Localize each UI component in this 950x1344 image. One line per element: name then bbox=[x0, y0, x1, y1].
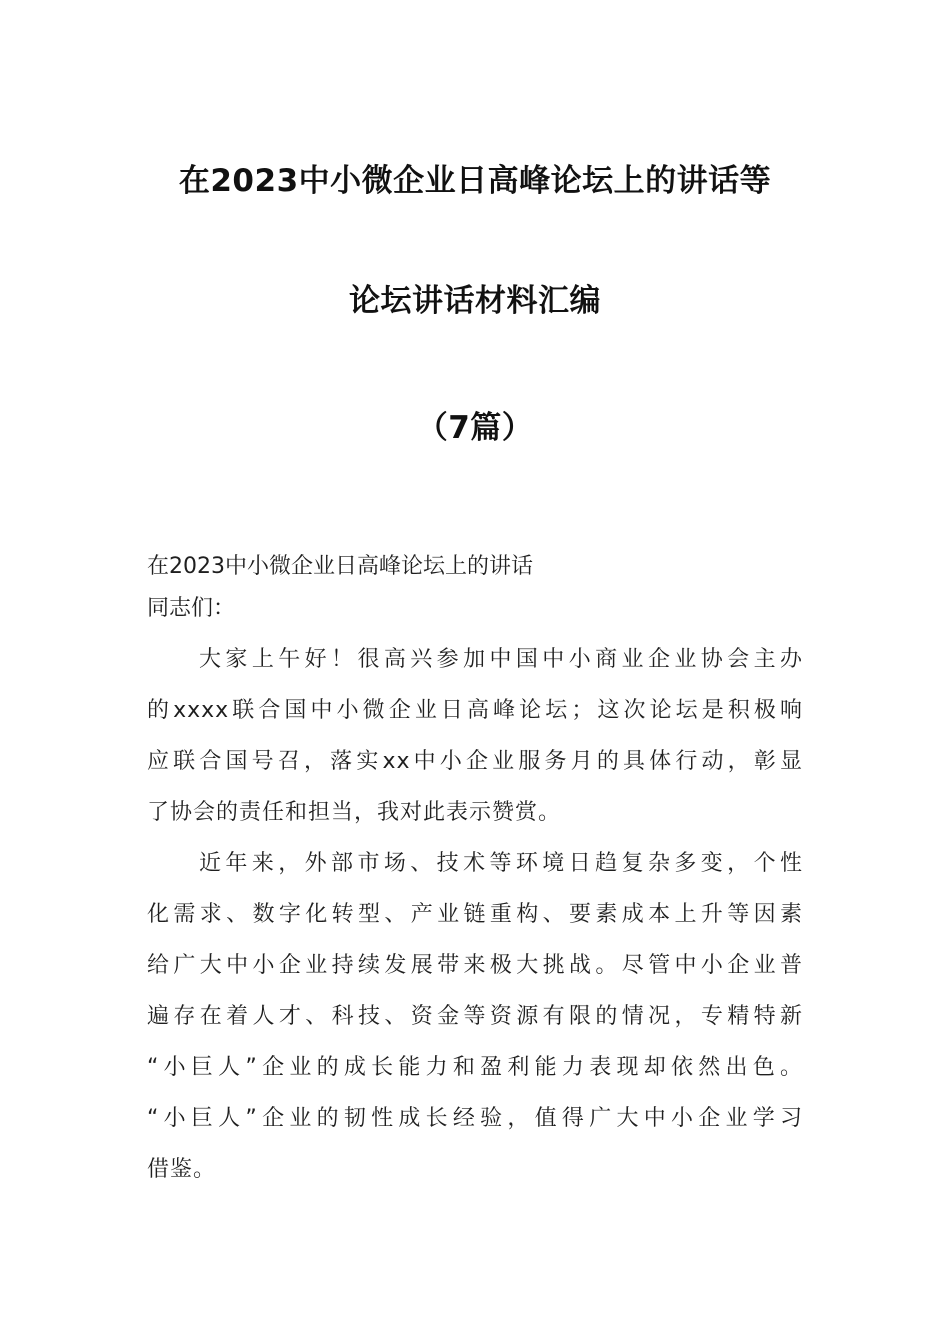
paragraph-2 bbox=[147, 845, 803, 1189]
paragraph-line: 给广大中小企业持续发展带来极大挑战。尽管中小企业普 bbox=[147, 953, 803, 978]
paragraph-line: 借鉴。 bbox=[147, 1157, 217, 1182]
paragraph-line: 大家上午好！很高兴参加中国中小商业企业协会主办 bbox=[199, 647, 803, 672]
paragraph-line: “小巨人”企业的韧性成长经验，值得广大中小企业学习 bbox=[147, 1106, 803, 1131]
document-title-count: （7篇） bbox=[416, 410, 534, 446]
paragraph-line: 了协会的责任和担当，我对此表示赞赏。 bbox=[147, 800, 562, 825]
document-title-line-2: 论坛讲话材料汇编 bbox=[349, 283, 601, 319]
paragraph-line: 化需求、数字化转型、产业链重构、要素成本上升等因素 bbox=[147, 902, 803, 927]
paragraph-line: 应联合国号召，落实xx中小企业服务月的具体行动，彰显 bbox=[147, 749, 803, 774]
document-body bbox=[147, 548, 803, 1189]
paragraph-line: 遍存在着人才、科技、资金等资源有限的情况，专精特新 bbox=[147, 1004, 803, 1029]
paragraph-line: “小巨人”企业的成长能力和盈利能力表现却依然出色。 bbox=[147, 1055, 803, 1080]
document-title-line-1: 在2023中小微企业日高峰论坛上的讲话等 bbox=[178, 163, 772, 199]
speech-title: 在2023中小微企业日高峰论坛上的讲话 bbox=[147, 554, 533, 579]
salutation: 同志们： bbox=[147, 596, 236, 621]
paragraph-1 bbox=[147, 641, 803, 832]
paragraph-line: 近年来，外部市场、技术等环境日趋复杂多变，个性 bbox=[199, 851, 803, 876]
paragraph-line: 的xxxx联合国中小微企业日高峰论坛；这次论坛是积极响 bbox=[147, 698, 803, 723]
